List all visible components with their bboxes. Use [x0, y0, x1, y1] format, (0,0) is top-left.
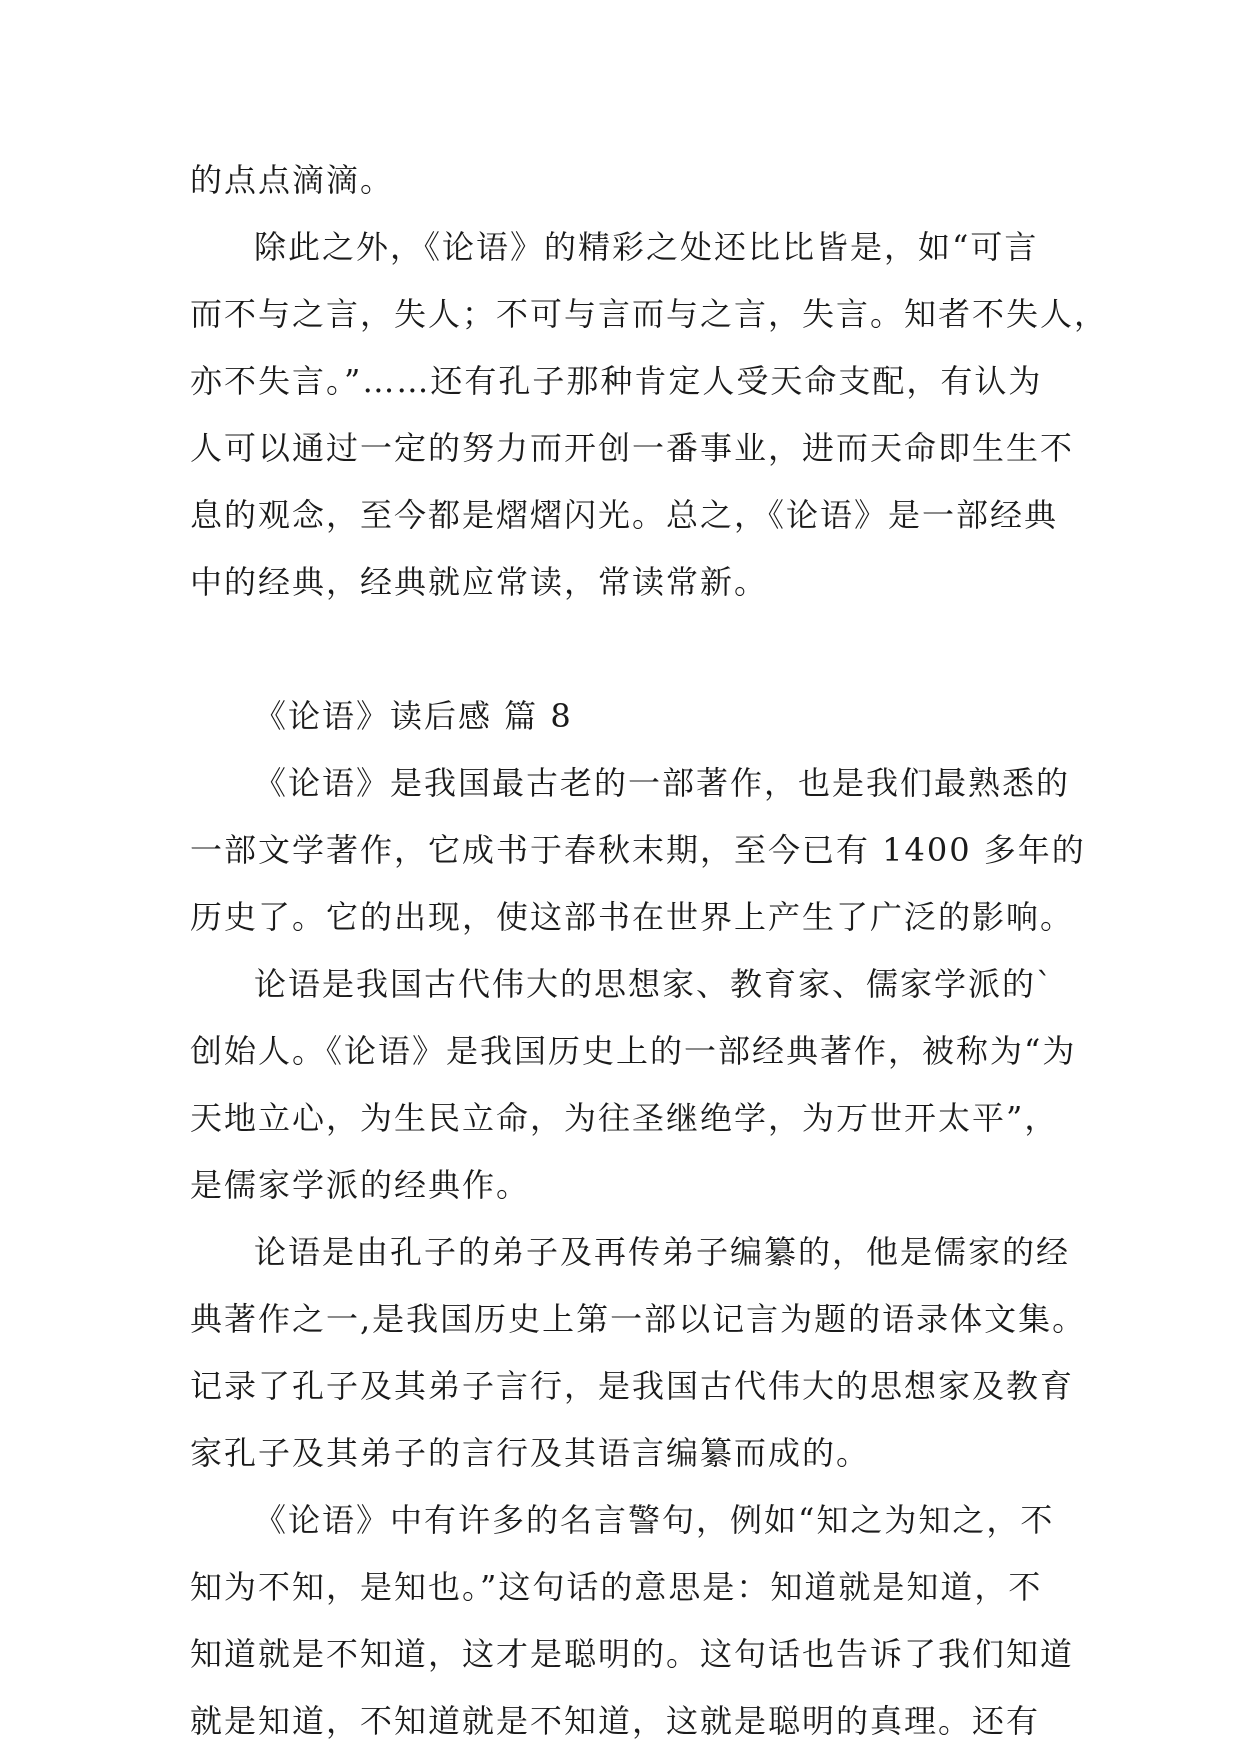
paragraph-first-line: 论语是我国古代伟大的思想家、教育家、儒家学派的`: [254, 965, 1055, 1003]
text-line: 就是知道，不知道就是不知道，这就是聪明的真理。还有: [190, 1702, 1041, 1740]
text-line: 家孔子及其弟子的言行及其语言编纂而成的。: [190, 1434, 871, 1472]
paragraph-first-line: 《论语》是我国最古老的一部著作，也是我们最熟悉的: [254, 764, 1071, 802]
text-line: 是儒家学派的经典作。: [190, 1166, 531, 1204]
text-line: 典著作之一,是我国历史上第一部以记言为题的语录体文集。: [190, 1300, 1087, 1338]
paragraph-first-line: 《论语》中有许多的名言警句，例如“知之为知之，不: [254, 1501, 1055, 1539]
text-line: 历史了。它的出现，使这部书在世界上产生了广泛的影响。: [190, 898, 1075, 936]
text-line: 的点点滴滴。: [190, 161, 395, 199]
text-line: 记录了孔子及其弟子言行，是我国古代伟大的思想家及教育: [190, 1367, 1075, 1405]
text-line: 息的观念，至今都是熠熠闪光。总之，《论语》是一部经典: [190, 496, 1059, 534]
paragraph-first-line: 除此之外，《论语》的精彩之处还比比皆是，如“可言: [254, 228, 1039, 266]
text-line: 人可以通过一定的努力而开创一番事业，进而天命即生生不: [190, 429, 1075, 467]
text-line: 中的经典，经典就应常读，常读常新。: [190, 563, 769, 601]
paragraph-first-line: 论语是由孔子的弟子及再传弟子编纂的，他是儒家的经: [254, 1233, 1071, 1271]
text-line: 天地立心，为生民立命，为往圣继绝学，为万世开太平”，: [190, 1099, 1059, 1137]
text-line: 创始人。《论语》是我国历史上的一部经典著作，被称为“为: [190, 1032, 1077, 1070]
text-line: 亦不失言。”……还有孔子那种肯定人受天命支配，有认为: [190, 362, 1043, 400]
section-heading: 《论语》读后感 篇 8: [254, 697, 573, 735]
text-line: 而不与之言，失人；不可与言而与之言，失言。知者不失人，: [190, 295, 1109, 333]
text-line: 知为不知，是知也。”这句话的意思是：知道就是知道，不: [190, 1568, 1043, 1606]
text-line: 一部文学著作，它成书于春秋末期，至今已有 1400 多年的: [190, 831, 1086, 869]
text-line: 知道就是不知道，这才是聪明的。这句话也告诉了我们知道: [190, 1635, 1075, 1673]
